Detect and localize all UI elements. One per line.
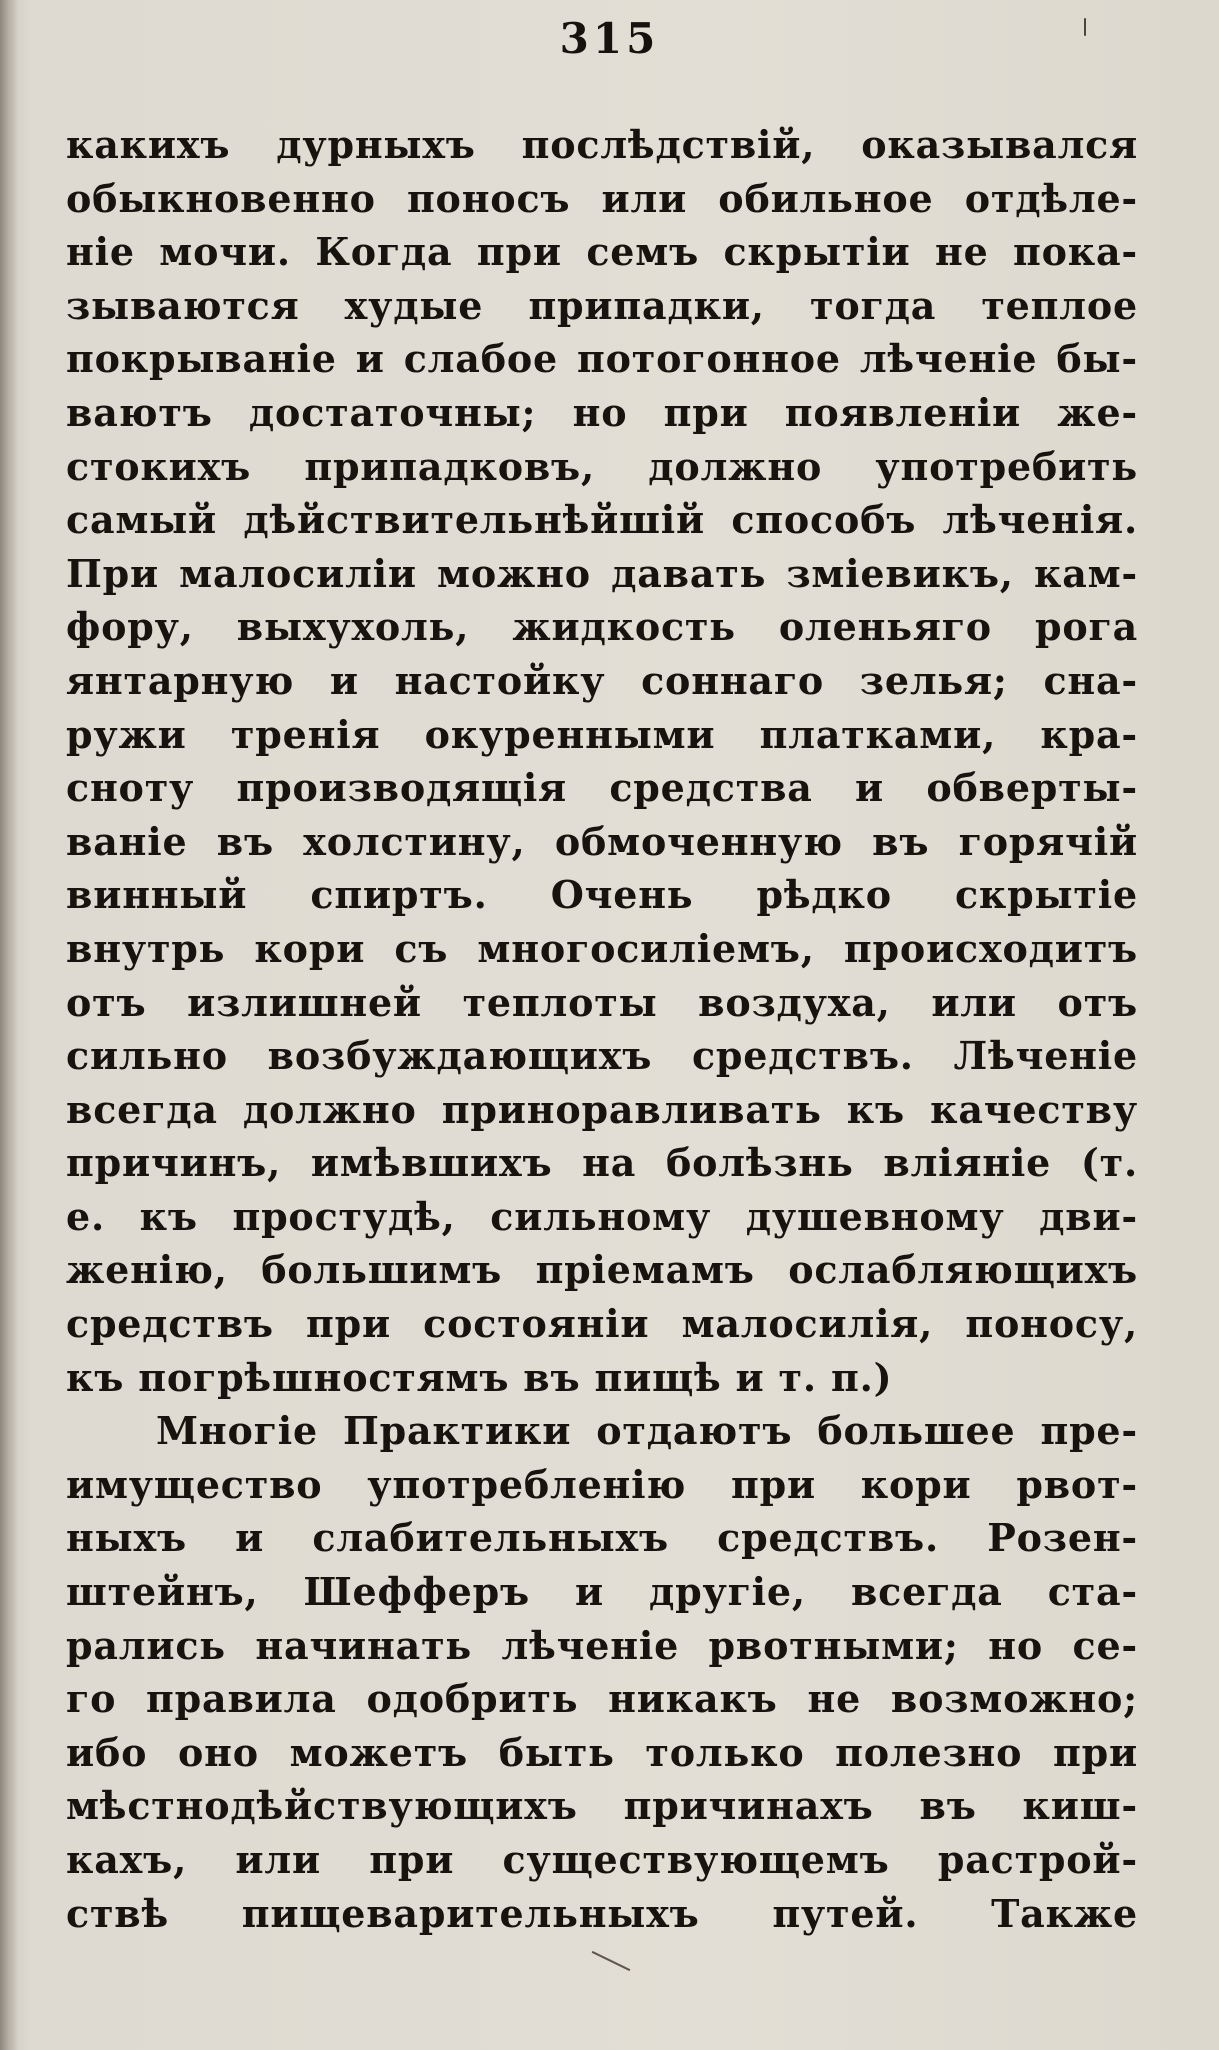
text-line: кахъ, или при существующемъ растрой- — [66, 1837, 1138, 1882]
text-line: штейнъ, Шефферъ и другіе, всегда ста- — [66, 1569, 1138, 1615]
text-line: ствѣ пищеварительныхъ путей. Также — [66, 1890, 1138, 1936]
text-line: фору, выхухоль, жидкость оленьяго рога — [66, 604, 1138, 650]
text-line: ныхъ и слабительныхъ средствъ. Розен- — [66, 1515, 1138, 1561]
text-line: женію, большимъ пріемамъ ослабляющихъ — [66, 1247, 1138, 1293]
page-gutter-shadow — [0, 0, 18, 2050]
paragraph-end-line: къ погрѣшностямъ въ пищѣ и т. п.) — [66, 1354, 893, 1400]
text-line: средствъ при состояніи малосилія, поносу, — [66, 1301, 1138, 1347]
text-line: ваютъ достаточны; но при появленіи же- — [66, 389, 1138, 435]
text-line: рались начинать лѣченіе рвотными; но се- — [66, 1622, 1138, 1668]
text-line: ваніе въ холстину, обмоченную въ горячій — [66, 818, 1138, 864]
text-line: стокихъ припадковъ, должно употребить — [66, 443, 1138, 489]
text-line: мѣстнодѣйствующихъ причинахъ въ киш- — [66, 1783, 1138, 1829]
text-line: внутрь кори съ многосиліемъ, происходитъ — [66, 925, 1138, 971]
text-line: сильно возбуждающихъ средствъ. Лѣченіе — [66, 1033, 1138, 1079]
text-line: е. къ простудѣ, сильному душевному дви- — [66, 1193, 1138, 1239]
text-line: янтарную и настойку соннаго зелья; сна- — [66, 657, 1138, 703]
text-line: всегда должно приноравливать къ качеству — [66, 1086, 1138, 1132]
text-line: го правила одобрить никакъ не возможно; — [66, 1676, 1138, 1722]
text-line: сноту производящія средства и обверты- — [66, 765, 1138, 811]
paper-speck — [1084, 18, 1086, 36]
text-line: отъ излишней теплоты воздуха, или отъ — [66, 979, 1138, 1025]
text-line: ибо оно можетъ быть только полезно при — [66, 1729, 1138, 1775]
text-line: какихъ дурныхъ послѣдствій, оказывался — [66, 122, 1138, 167]
text-line: самый дѣйствительнѣйшій способъ лѣченія. — [66, 497, 1138, 543]
text-line: причинъ, имѣвшихъ на болѣзнь вліяніе (т. — [66, 1140, 1138, 1186]
text-line: имущество употребленію при кори рвот- — [66, 1461, 1138, 1507]
paragraph-first-line: Многіе Практики отдаютъ большее пре- — [156, 1408, 1138, 1454]
text-line: ружи тренія окуренными платками, кра- — [66, 711, 1138, 757]
paper-scratch — [592, 1951, 631, 1971]
text-line: зываются худые припадки, тогда теплое — [66, 282, 1138, 328]
page-number: 315 — [559, 14, 660, 63]
text-line: обыкновенно поносъ или обильное отдѣле- — [66, 175, 1138, 221]
text-line: покрываніе и слабое потогонное лѣченіе бы- — [66, 336, 1138, 382]
text-line: винный спиртъ. Очень рѣдко скрытіе — [66, 872, 1138, 918]
page-text — [66, 118, 1138, 1940]
text-line: ніе мочи. Когда при семъ скрытіи не пока- — [66, 229, 1138, 275]
text-line: При малосиліи можно давать зміевикъ, кам- — [66, 550, 1138, 596]
